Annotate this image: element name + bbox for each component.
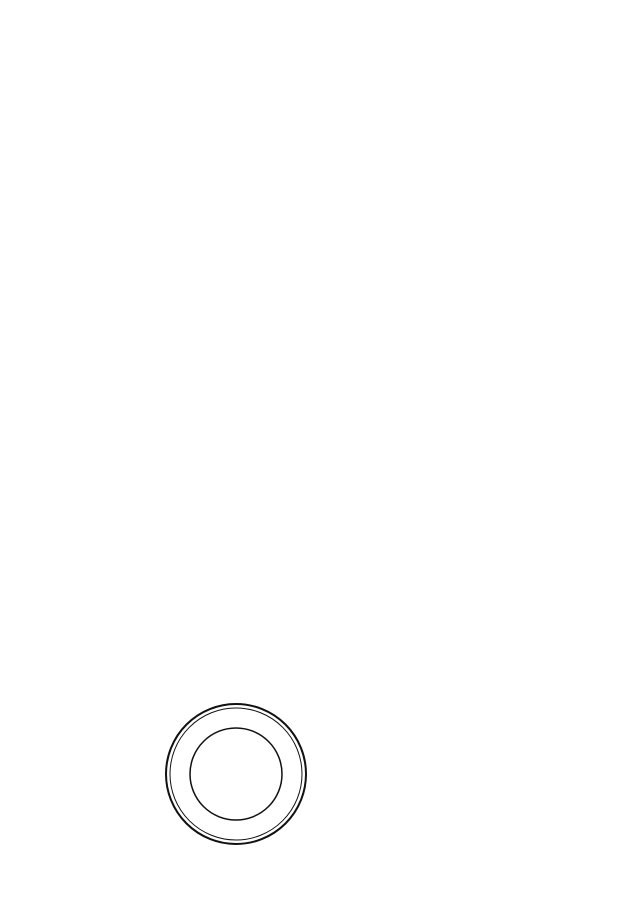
official-stamp — [162, 700, 310, 848]
